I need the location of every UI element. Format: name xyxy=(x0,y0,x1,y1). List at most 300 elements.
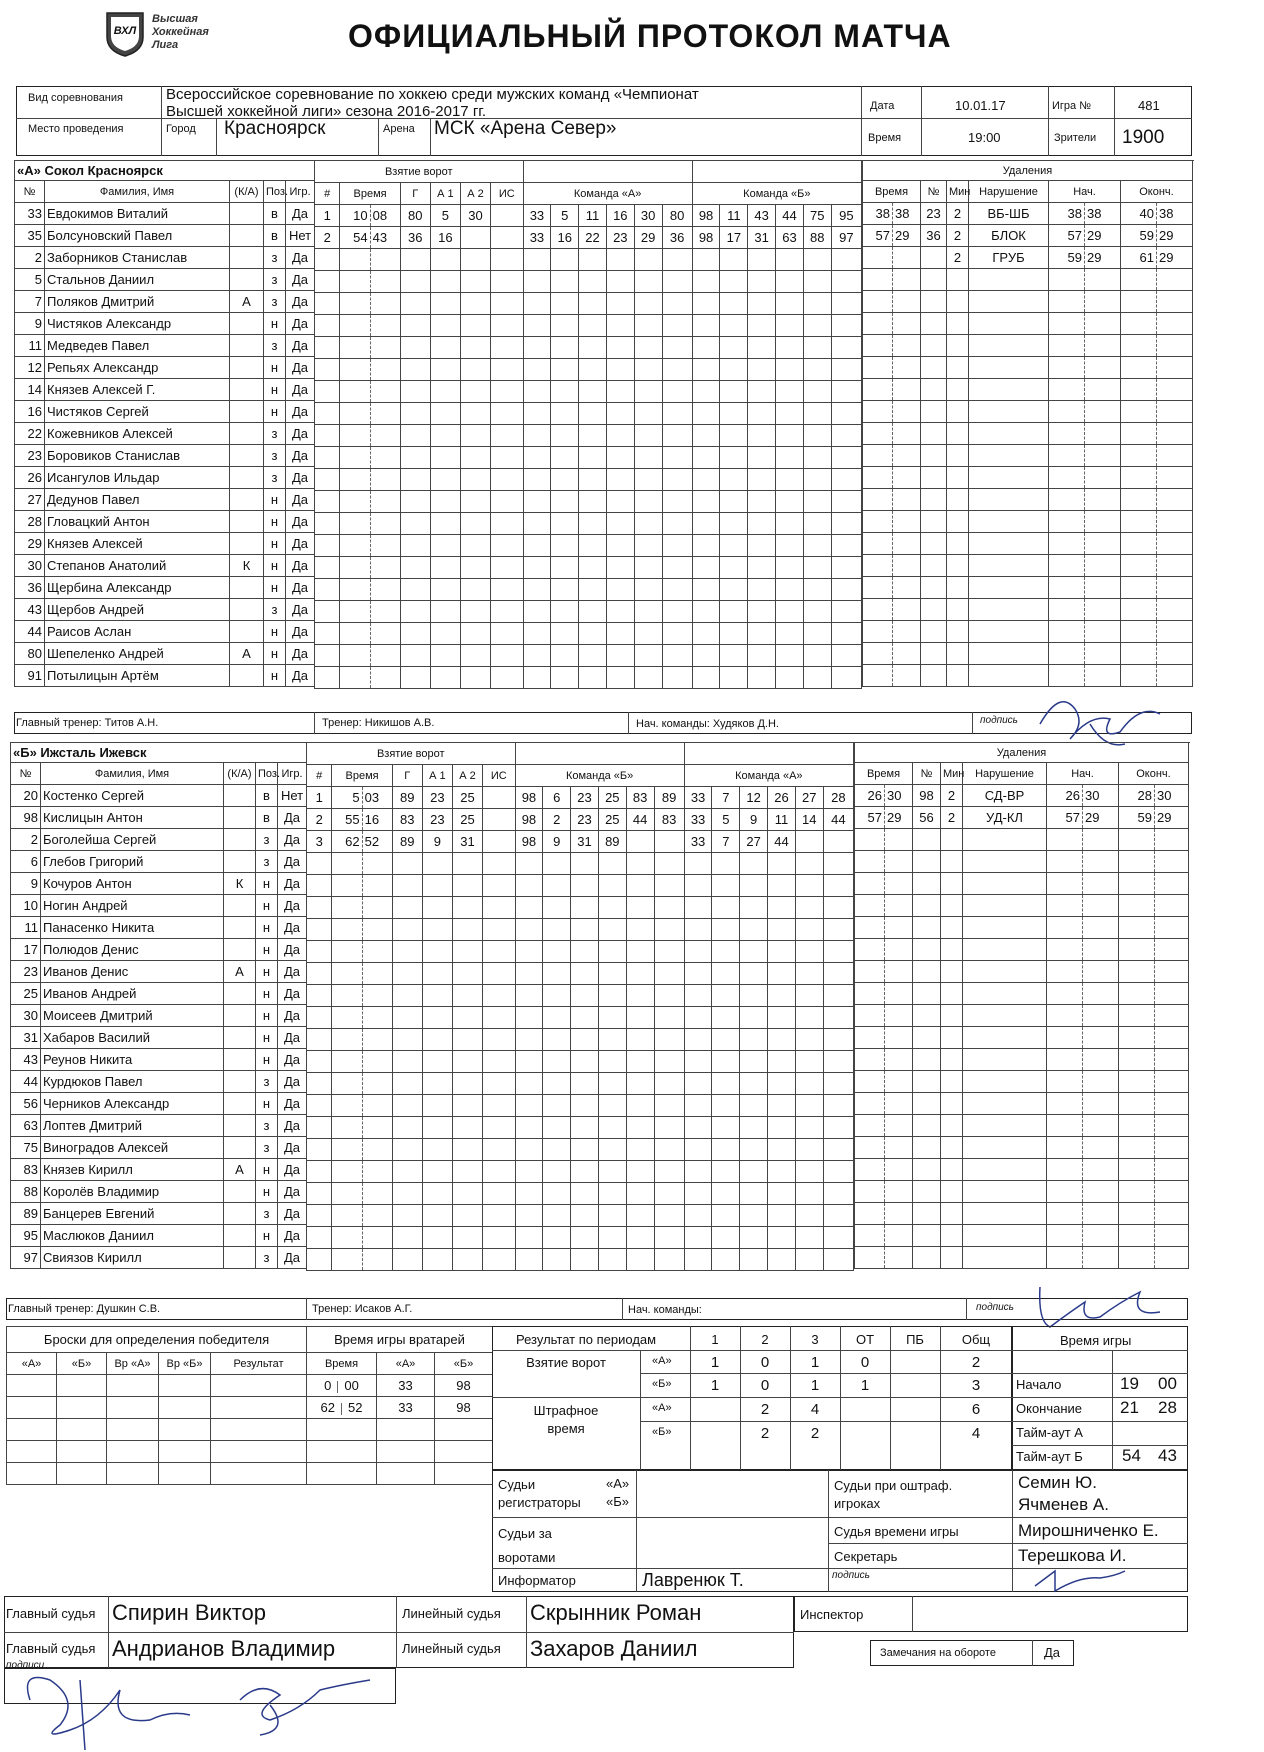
shootout-row xyxy=(7,1419,307,1441)
goal-is xyxy=(491,315,524,337)
goal-ss xyxy=(362,853,392,875)
pen-e2: 29 xyxy=(1155,807,1189,829)
pen-s1 xyxy=(1049,555,1085,577)
onice-opp xyxy=(740,1249,768,1271)
onice-own xyxy=(543,1051,571,1073)
pen-hdr-inf: Нарушение xyxy=(963,763,1047,785)
onice-opp xyxy=(776,623,804,645)
periods-title: Результат по периодам xyxy=(516,1332,657,1347)
goal-ss xyxy=(362,1095,392,1117)
goal-row xyxy=(315,403,862,425)
onice-own xyxy=(654,1095,684,1117)
pen-inf xyxy=(963,1027,1047,1049)
onice-own xyxy=(551,469,579,491)
period-value: 0 xyxy=(760,1354,770,1371)
player-name: Раисов Аслан xyxy=(45,621,230,643)
onice-own: 30 xyxy=(634,205,662,227)
onice-opp xyxy=(768,1139,796,1161)
pen-min xyxy=(947,555,969,577)
player-played: Да xyxy=(278,1027,307,1049)
pen-e1 xyxy=(1119,1049,1155,1071)
onice-opp xyxy=(712,1029,740,1051)
pen-s2 xyxy=(1085,379,1121,401)
goal-a1 xyxy=(430,469,460,491)
pen-s1 xyxy=(1047,917,1083,939)
goal-no xyxy=(315,645,340,667)
onice-own: 33 xyxy=(523,205,551,227)
onice-own xyxy=(579,601,607,623)
secretary-value: Терешкова И. xyxy=(1018,1546,1127,1565)
penalty-row xyxy=(863,643,1193,665)
pen-num xyxy=(921,599,947,621)
onice-opp xyxy=(748,249,776,271)
pen-ss xyxy=(893,489,921,511)
goal-g xyxy=(392,875,422,897)
goal-a2 xyxy=(460,293,490,315)
pen-s1 xyxy=(1047,1027,1083,1049)
pen-ss xyxy=(893,401,921,423)
goal-mm xyxy=(340,425,370,447)
player-name: Дедунов Павел xyxy=(45,489,230,511)
goal-a1 xyxy=(422,1073,452,1095)
goal-mm xyxy=(332,941,362,963)
pen-s2 xyxy=(1085,555,1121,577)
pen-s2 xyxy=(1085,621,1121,643)
goal-g: 36 xyxy=(400,227,430,249)
onice-opp xyxy=(776,293,804,315)
goal-no xyxy=(307,1183,332,1205)
onice-opp xyxy=(823,1183,853,1205)
onice-opp xyxy=(803,425,831,447)
pen-s1 xyxy=(1049,269,1085,291)
pen-judge-2: Ячменев А. xyxy=(1018,1495,1109,1514)
pen-e1 xyxy=(1121,599,1157,621)
player-played: Да xyxy=(286,599,315,621)
onice-opp xyxy=(692,359,720,381)
player-name: Кислицын Антон xyxy=(41,807,224,829)
onice-own xyxy=(662,403,692,425)
onice-own xyxy=(626,897,654,919)
onice-opp xyxy=(740,897,768,919)
pen-num xyxy=(913,1203,941,1225)
goal-g xyxy=(400,447,430,469)
reg-a: «А» xyxy=(606,1476,630,1491)
goal-a2 xyxy=(452,1117,482,1139)
goal-g xyxy=(400,359,430,381)
onice-opp xyxy=(692,667,720,689)
goal-ss xyxy=(370,601,400,623)
onice-own xyxy=(634,491,662,513)
onice-own xyxy=(543,1183,571,1205)
goal-is xyxy=(483,875,516,897)
onice-opp xyxy=(684,1227,712,1249)
player-role xyxy=(230,621,264,643)
pen-inf xyxy=(963,851,1047,873)
pen-e1 xyxy=(1119,1027,1155,1049)
teamA-penalties xyxy=(862,160,1193,687)
teamB-title: «Б» Ижсталь Ижевск xyxy=(11,743,307,763)
player-name: Кочуров Антон xyxy=(41,873,224,895)
onice-own xyxy=(579,337,607,359)
goal-a2 xyxy=(452,1051,482,1073)
goalie-b: 98 xyxy=(435,1375,493,1397)
goal-mm xyxy=(332,1161,362,1183)
onice-own xyxy=(515,853,543,875)
onice-opp xyxy=(720,469,748,491)
shootout-table xyxy=(6,1326,307,1485)
hdr-num: № xyxy=(15,181,45,203)
penalty-row xyxy=(863,555,1193,577)
pen-s1 xyxy=(1047,1115,1083,1137)
pen-s2 xyxy=(1083,873,1119,895)
goal-ss xyxy=(370,469,400,491)
goals-section: Взятие ворот xyxy=(307,743,516,765)
goal-ss xyxy=(362,1029,392,1051)
penalty-row xyxy=(863,467,1193,489)
penalty-row xyxy=(855,917,1189,939)
player-number: 23 xyxy=(15,445,45,467)
onice-opp xyxy=(831,403,861,425)
pen-s2 xyxy=(1083,1115,1119,1137)
player-played: Да xyxy=(286,489,315,511)
goal-g xyxy=(400,315,430,337)
pen-min xyxy=(941,1203,963,1225)
player-played: Да xyxy=(278,1049,307,1071)
player-number: 31 xyxy=(11,1027,41,1049)
pen-e2 xyxy=(1157,357,1193,379)
onice-opp xyxy=(795,1139,823,1161)
onice-own xyxy=(543,897,571,919)
onice-opp xyxy=(795,1205,823,1227)
player-name: Поляков Дмитрий xyxy=(45,291,230,313)
onice-own xyxy=(654,1227,684,1249)
onice-opp xyxy=(803,337,831,359)
onice-opp xyxy=(776,315,804,337)
player-name: Лоптев Дмитрий xyxy=(41,1115,224,1137)
goal-mm xyxy=(332,985,362,1007)
goal-a1 xyxy=(422,985,452,1007)
goal-g xyxy=(400,557,430,579)
pen-ss xyxy=(885,1137,913,1159)
pen-s1: 38 xyxy=(1049,203,1085,225)
pen-s2 xyxy=(1085,489,1121,511)
goal-row xyxy=(315,381,862,403)
player-role xyxy=(224,1203,256,1225)
goal-mm xyxy=(332,1205,362,1227)
player-role xyxy=(224,1071,256,1093)
goal-no xyxy=(307,1051,332,1073)
goal-is xyxy=(491,271,524,293)
onice-opp xyxy=(748,293,776,315)
player-number: 12 xyxy=(15,357,45,379)
onice-own: 11 xyxy=(579,205,607,227)
onice-own xyxy=(606,425,634,447)
onice-opp xyxy=(831,337,861,359)
goal-mm xyxy=(332,1007,362,1029)
player-name: Глебов Григорий xyxy=(41,851,224,873)
pen-e2: 30 xyxy=(1155,785,1189,807)
onice-opp xyxy=(748,601,776,623)
player-row xyxy=(15,467,315,489)
pen-num xyxy=(921,313,947,335)
pen-e2 xyxy=(1157,445,1193,467)
player-position: з xyxy=(256,1137,278,1159)
goal-ss xyxy=(370,425,400,447)
goal-a1 xyxy=(430,337,460,359)
shootout-title: Броски для определения победителя xyxy=(7,1327,307,1353)
player-position: з xyxy=(264,599,286,621)
goal-g xyxy=(392,985,422,1007)
pen-s1 xyxy=(1047,1093,1083,1115)
onice-opp xyxy=(720,623,748,645)
goal-g xyxy=(392,1227,422,1249)
goalie-a xyxy=(377,1419,435,1441)
goalie-time xyxy=(307,1441,377,1463)
onice-opp xyxy=(748,315,776,337)
pen-e1 xyxy=(1121,445,1157,467)
player-row xyxy=(15,665,315,687)
onice-own xyxy=(571,1007,599,1029)
onice-opp xyxy=(831,557,861,579)
goal-a1 xyxy=(430,535,460,557)
onice-opp: 12 xyxy=(740,787,768,809)
goal-a1 xyxy=(430,425,460,447)
onice-opp xyxy=(803,491,831,513)
pen-ss xyxy=(893,511,921,533)
onice-opp xyxy=(692,557,720,579)
penalty-row xyxy=(863,599,1193,621)
pen-inf xyxy=(969,379,1049,401)
player-role: А xyxy=(224,1159,256,1181)
onice-own xyxy=(543,941,571,963)
onice-opp xyxy=(823,1073,853,1095)
pen-ss xyxy=(893,379,921,401)
time-separator xyxy=(337,1381,338,1393)
pen-e1 xyxy=(1119,983,1155,1005)
pen-e2 xyxy=(1157,555,1193,577)
goal-a2: 25 xyxy=(452,787,482,809)
goalies-b: «Б» xyxy=(435,1353,493,1375)
pen-num xyxy=(913,1137,941,1159)
period-value: 1 xyxy=(810,1354,820,1371)
onice-own: 9 xyxy=(543,831,571,853)
pen-e1 xyxy=(1121,643,1157,665)
onice-opp xyxy=(684,1007,712,1029)
pen-min xyxy=(947,511,969,533)
pen-inf xyxy=(969,335,1049,357)
pen-ss xyxy=(893,423,921,445)
goal-ss xyxy=(370,667,400,689)
goal-a1: 23 xyxy=(422,787,452,809)
onice-opp xyxy=(740,1205,768,1227)
pen-e1: 59 xyxy=(1119,807,1155,829)
onice-opp: 27 xyxy=(740,831,768,853)
pen-e2 xyxy=(1155,1181,1189,1203)
goal-a2 xyxy=(460,403,490,425)
onice-opp xyxy=(720,403,748,425)
player-position: н xyxy=(264,621,286,643)
goal-row xyxy=(307,897,854,919)
pen-s1 xyxy=(1047,983,1083,1005)
player-number: 43 xyxy=(11,1049,41,1071)
pen-s1 xyxy=(1047,873,1083,895)
player-played: Да xyxy=(286,643,315,665)
pen-min xyxy=(941,1005,963,1027)
goal-a2 xyxy=(460,623,490,645)
onice-own xyxy=(634,601,662,623)
onice-opp xyxy=(740,963,768,985)
referees-signature xyxy=(10,1640,390,1750)
pen-e2 xyxy=(1155,1027,1189,1049)
onice-opp xyxy=(712,1183,740,1205)
shootout-b: «Б» xyxy=(57,1353,107,1375)
goal-mm xyxy=(332,963,362,985)
onice-opp xyxy=(684,963,712,985)
pen-e1 xyxy=(1119,895,1155,917)
goal-mm xyxy=(332,875,362,897)
pen-s2: 29 xyxy=(1085,225,1121,247)
penalty-row xyxy=(863,511,1193,533)
player-number: 63 xyxy=(11,1115,41,1137)
player-number: 22 xyxy=(15,423,45,445)
pen-ss xyxy=(885,1027,913,1049)
onice-own xyxy=(543,1007,571,1029)
pen-mm xyxy=(855,939,885,961)
period-goals-label: Взятие ворот xyxy=(526,1355,606,1370)
onice-own xyxy=(579,381,607,403)
pen-s2: 29 xyxy=(1085,247,1121,269)
goal-a2 xyxy=(452,1249,482,1271)
player-role xyxy=(224,1247,256,1269)
onice-opp xyxy=(692,293,720,315)
onice-opp xyxy=(712,963,740,985)
pen-e1 xyxy=(1121,489,1157,511)
penalty-row xyxy=(863,335,1193,357)
goal-mm xyxy=(340,293,370,315)
goal-a1 xyxy=(430,645,460,667)
onice-opp: 11 xyxy=(720,205,748,227)
onice-own-header: Команда «Б» xyxy=(515,765,684,787)
pen-e1 xyxy=(1119,851,1155,873)
player-role: А xyxy=(230,643,264,665)
penalty-row xyxy=(855,1181,1189,1203)
player-position: з xyxy=(256,829,278,851)
player-name: Князев Алексей Г. xyxy=(45,379,230,401)
onice-own xyxy=(551,491,579,513)
penalty-row xyxy=(863,401,1193,423)
onice-opp xyxy=(795,1249,823,1271)
onice-own xyxy=(523,425,551,447)
goal-g xyxy=(400,535,430,557)
goal-row xyxy=(307,809,854,831)
player-position: н xyxy=(256,1093,278,1115)
onice-opp xyxy=(795,897,823,919)
goal-a2 xyxy=(452,1095,482,1117)
onice-own xyxy=(551,601,579,623)
pen-s2 xyxy=(1083,961,1119,983)
player-played: Да xyxy=(278,873,307,895)
shootout-cell xyxy=(159,1419,211,1441)
pen-e2: 29 xyxy=(1157,225,1193,247)
onice-own: 6 xyxy=(543,787,571,809)
goal-a2 xyxy=(452,897,482,919)
goal-a2 xyxy=(460,315,490,337)
hdr-name: Фамилия, Имя xyxy=(45,181,230,203)
onice-opp xyxy=(768,853,796,875)
onice-opp xyxy=(692,645,720,667)
pen-hdr-inf: Нарушение xyxy=(969,181,1049,203)
goal-ss: 16 xyxy=(362,809,392,831)
onice-opp xyxy=(684,1117,712,1139)
player-played: Да xyxy=(286,313,315,335)
player-played: Да xyxy=(278,1247,307,1269)
goal-g xyxy=(392,1029,422,1051)
pen-ss: 30 xyxy=(885,785,913,807)
pen-inf xyxy=(963,1159,1047,1181)
onice-own xyxy=(606,381,634,403)
main-ref-1: Спирин Виктор xyxy=(112,1600,267,1625)
onice-opp xyxy=(748,359,776,381)
player-number: 2 xyxy=(11,829,41,851)
onice-own xyxy=(606,557,634,579)
goal-is xyxy=(483,809,516,831)
player-row xyxy=(15,445,315,467)
onice-opp xyxy=(720,601,748,623)
player-row xyxy=(11,1027,307,1049)
goal-is xyxy=(483,1249,516,1271)
goal-a2 xyxy=(460,381,490,403)
player-number: 6 xyxy=(11,851,41,873)
pen-ss xyxy=(893,599,921,621)
pen-s2 xyxy=(1083,1005,1119,1027)
onice-opp xyxy=(684,897,712,919)
onice-opp xyxy=(768,1227,796,1249)
player-played: Да xyxy=(278,1225,307,1247)
onice-opp xyxy=(748,425,776,447)
pen-inf xyxy=(969,621,1049,643)
player-position: н xyxy=(256,939,278,961)
pen-mm xyxy=(855,961,885,983)
pen-e1 xyxy=(1119,873,1155,895)
onice-own xyxy=(654,897,684,919)
onice-opp xyxy=(684,1029,712,1051)
onice-opp xyxy=(831,271,861,293)
time-label: Время xyxy=(868,132,902,144)
goal-mm xyxy=(340,315,370,337)
player-position: з xyxy=(256,1071,278,1093)
onice-own xyxy=(515,1007,543,1029)
goal-no xyxy=(315,425,340,447)
goal-is xyxy=(483,1161,516,1183)
pen-num xyxy=(913,917,941,939)
pen-s2 xyxy=(1085,445,1121,467)
goal-a1 xyxy=(430,293,460,315)
goal-mm xyxy=(332,897,362,919)
player-name: Моисеев Дмитрий xyxy=(41,1005,224,1027)
onice-opp xyxy=(776,645,804,667)
player-position: в xyxy=(256,807,278,829)
goal-mm xyxy=(340,645,370,667)
player-role xyxy=(230,489,264,511)
onice-own xyxy=(579,293,607,315)
onice-own xyxy=(598,1029,626,1051)
goal-ss xyxy=(370,249,400,271)
goal-no xyxy=(315,535,340,557)
onice-own xyxy=(626,919,654,941)
player-role xyxy=(224,829,256,851)
goal-judges-label: Судьи за воротами xyxy=(498,1526,556,1565)
onice-opp xyxy=(831,315,861,337)
